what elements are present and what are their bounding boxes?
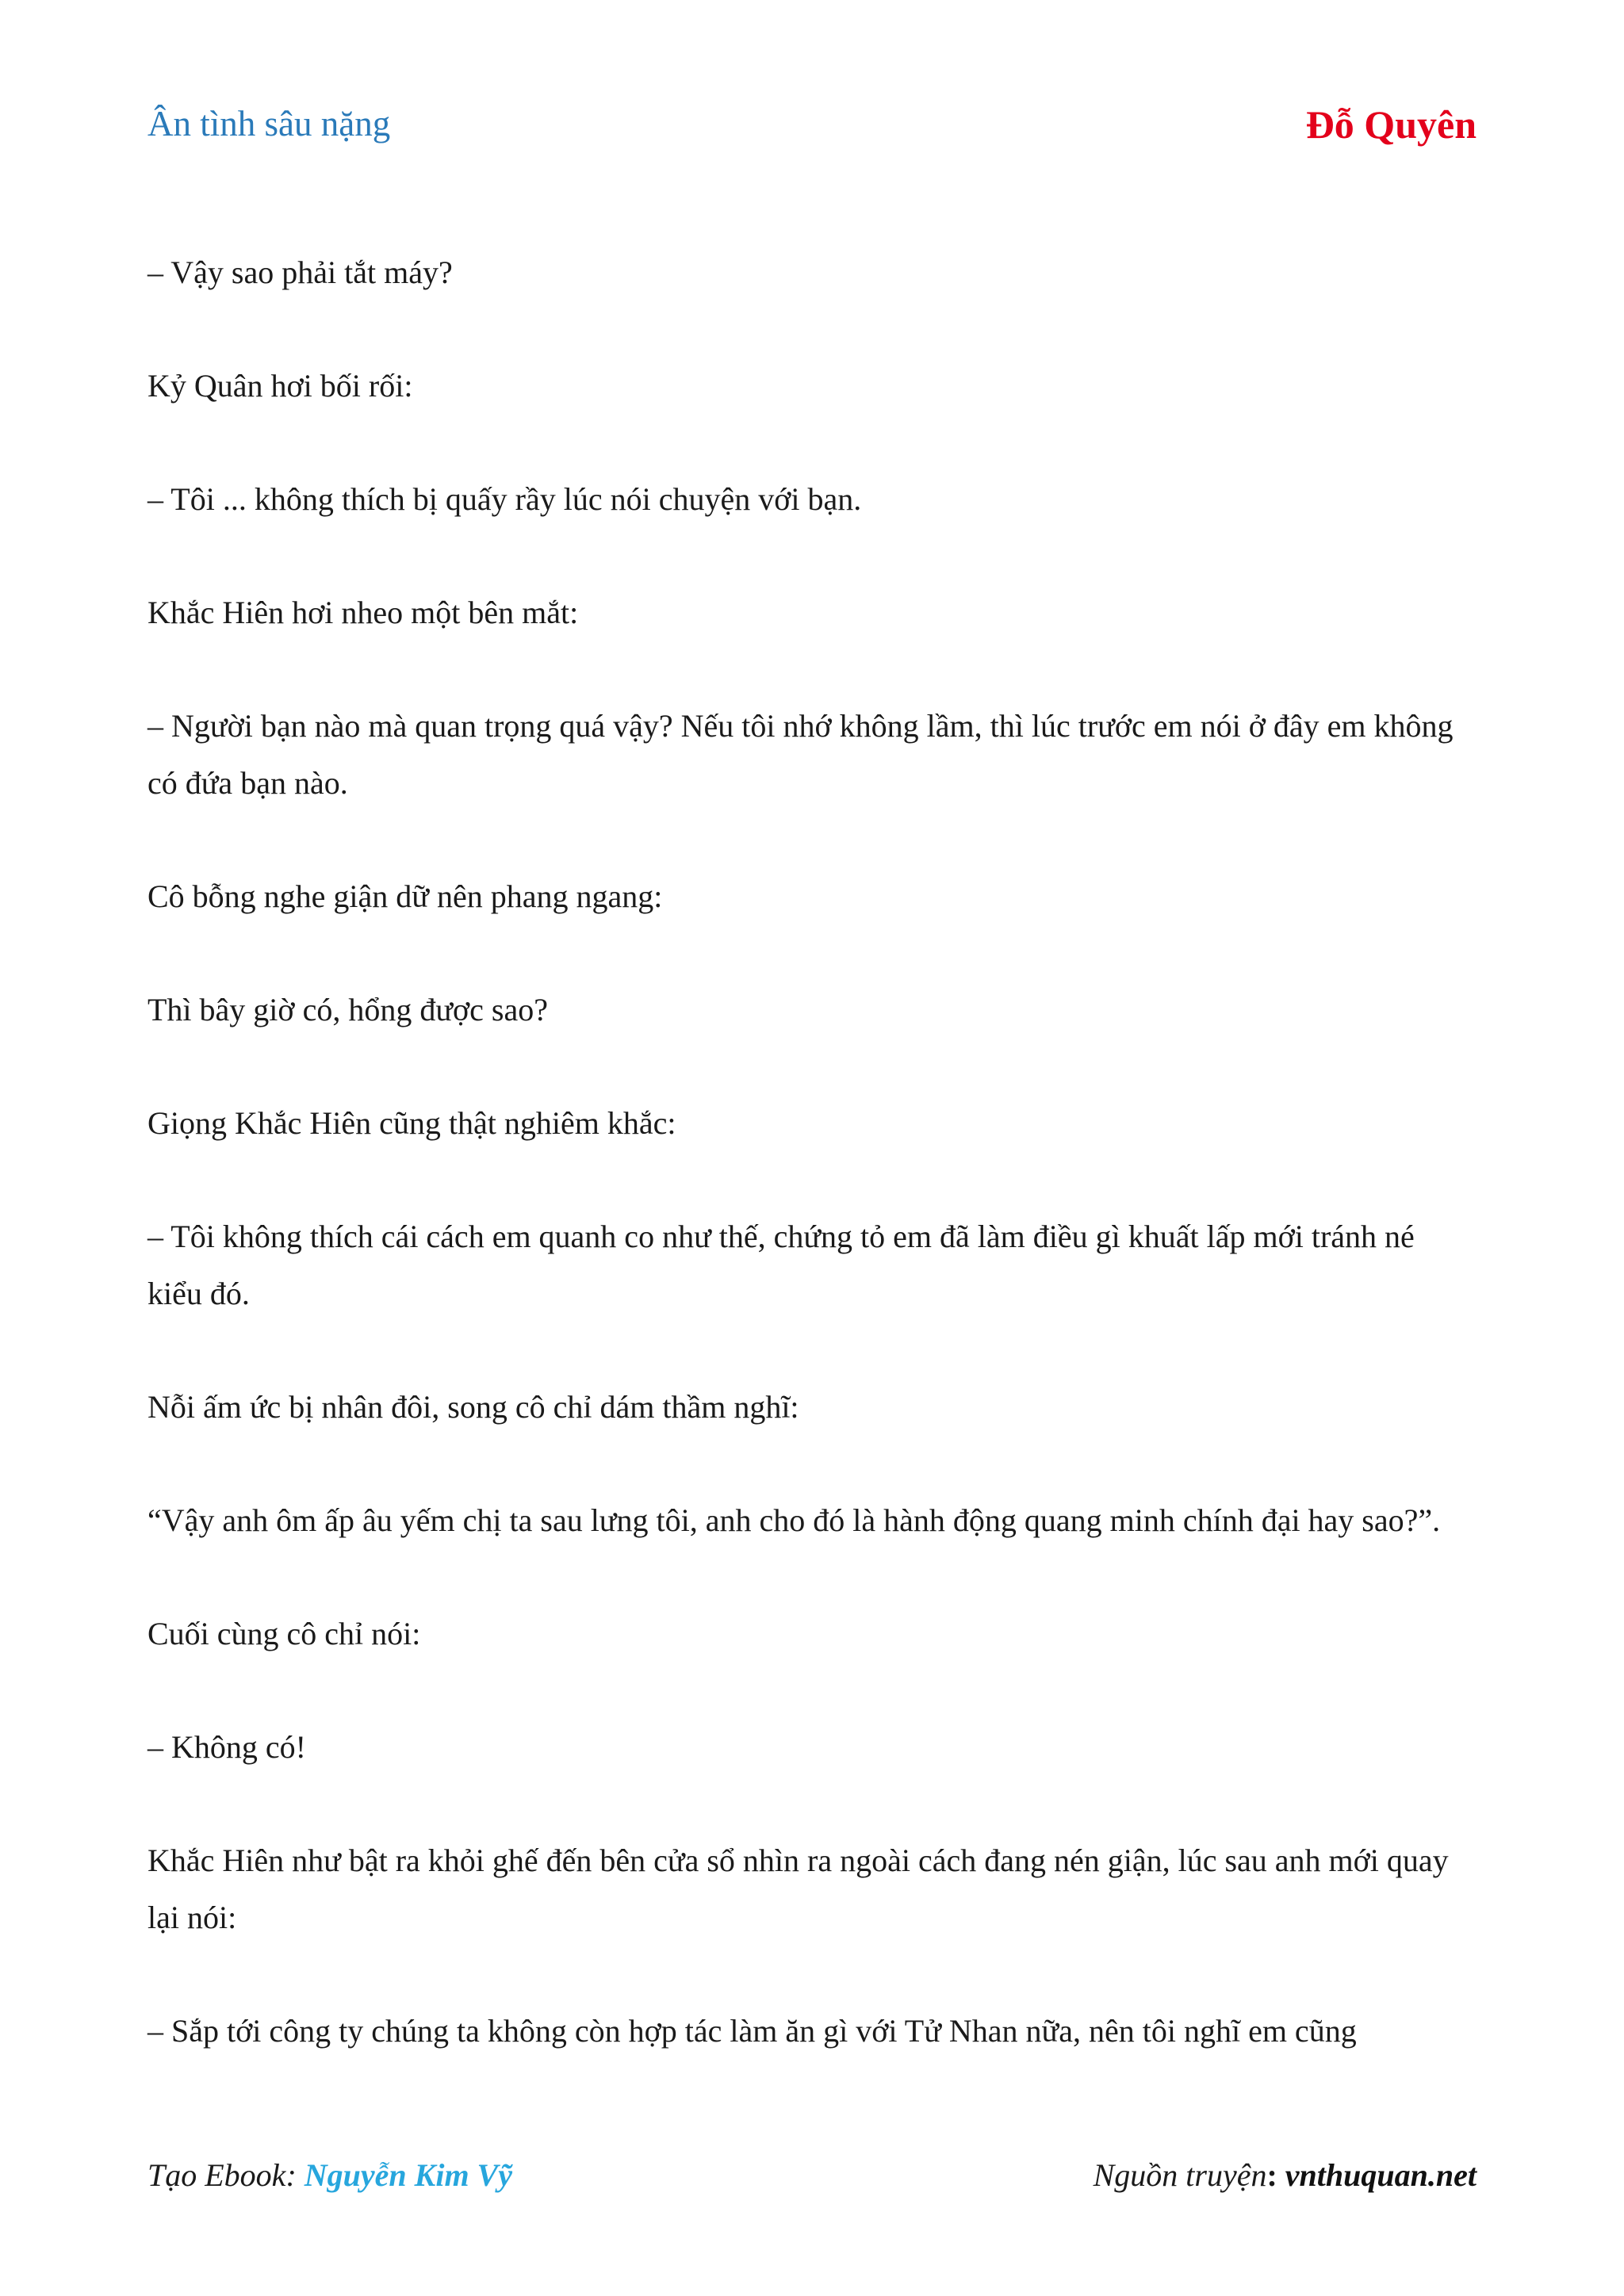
paragraph-15: – Sắp tới công ty chúng ta không còn hợp tác làm ăn gì với Tử Nhan nữa, nên tôi nghĩ em cũng bbox=[147, 2013, 1357, 2049]
source-label: Nguồn truyện bbox=[1093, 2157, 1267, 2193]
paragraph-7: Thì bây giờ có, hổng được sao? bbox=[147, 992, 548, 1027]
paragraph-9: – Tôi không thích cái cách em quanh co như thế, chứng tỏ em đã làm điều gì khuất lấp mới tránh né kiểu đó. bbox=[147, 1219, 1415, 1311]
source-separator: : bbox=[1266, 2157, 1277, 2193]
ebook-creator-name: Nguyễn Kim Vỹ bbox=[304, 2157, 512, 2193]
author-name: Đỗ Quyên bbox=[1305, 102, 1477, 147]
ebook-label: Tạo Ebook bbox=[147, 2157, 286, 2193]
paragraph-10: Nỗi ấm ức bị nhân đôi, song cô chỉ dám thầm nghĩ: bbox=[147, 1389, 799, 1425]
paragraph-2: Kỷ Quân hơi bối rối: bbox=[147, 368, 413, 404]
paragraph-3: – Tôi ... không thích bị quấy rầy lúc nói chuyện với bạn. bbox=[147, 481, 862, 517]
page-footer bbox=[147, 2156, 1477, 2204]
source-site: vnthuquan.net bbox=[1285, 2157, 1477, 2193]
paragraph-6: Cô bỗng nghe giận dữ nên phang ngang: bbox=[147, 878, 663, 914]
paragraph-1: – Vậy sao phải tắt máy? bbox=[147, 254, 453, 290]
ebook-separator: : bbox=[285, 2157, 297, 2193]
page-body bbox=[147, 244, 1477, 2116]
source-credit bbox=[1094, 2156, 1477, 2194]
paragraph-8: Giọng Khắc Hiên cũng thật nghiêm khắc: bbox=[147, 1105, 676, 1141]
paragraph-4: Khắc Hiên hơi nheo một bên mắt: bbox=[147, 595, 579, 630]
paragraph-5: – Người bạn nào mà quan trọng quá vậy? Nếu tôi nhớ không lầm, thì lúc trước em nói ở đây em không có đứa bạn nào. bbox=[147, 708, 1454, 801]
paragraph-14: Khắc Hiên như bật ra khỏi ghế đến bên cửa sổ nhìn ra ngoài cách đang nén giận, lúc sau anh mới quay lại nói: bbox=[147, 1843, 1449, 1935]
book-title: Ân tình sâu nặng bbox=[147, 104, 391, 144]
page-header bbox=[147, 103, 1477, 159]
ebook-credit bbox=[147, 2156, 512, 2194]
paragraph-11: “Vậy anh ôm ấp âu yếm chị ta sau lưng tôi, anh cho đó là hành động quang minh chính đại hay sao?”. bbox=[147, 1502, 1441, 1538]
paragraph-13: – Không có! bbox=[147, 1729, 306, 1765]
paragraph-12: Cuối cùng cô chỉ nói: bbox=[147, 1616, 421, 1651]
